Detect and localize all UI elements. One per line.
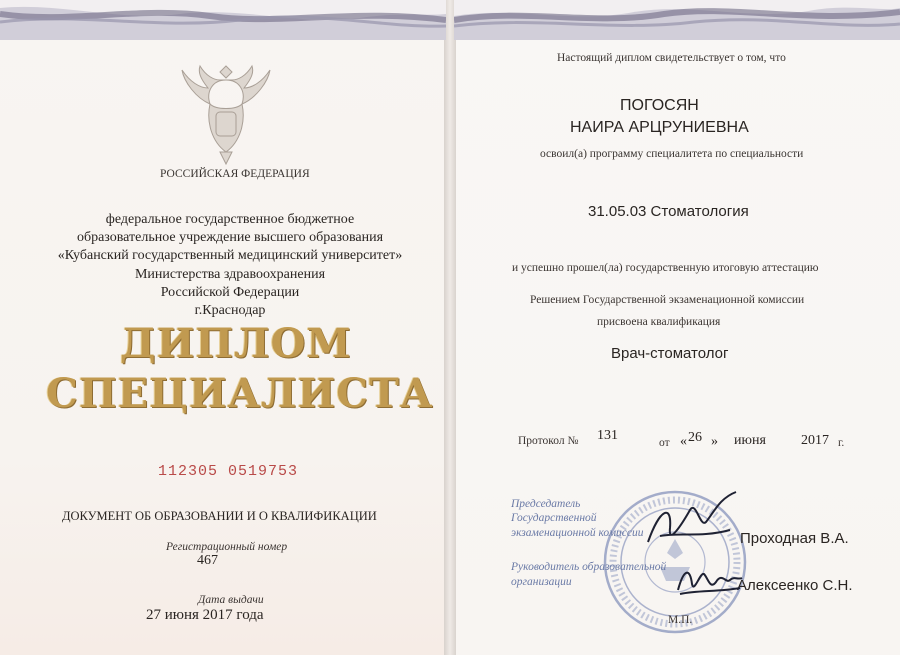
registration-label: Регистрационный номер [166,541,288,553]
graduate-given-names: НАИРА АРЦРУНИЕВНА [570,119,749,136]
protocol-day: 26 [688,430,702,445]
head-title-line1: Руководитель образовательной [511,561,667,573]
issue-date-label: Дата выдачи [198,594,264,606]
registration-number: 467 [197,553,218,568]
protocol-year: 2017 [801,433,829,448]
chair-title-line3: экзаменационной комиссии [511,527,644,539]
institution-line: федеральное государственное бюджетное [105,212,355,227]
institution-block [20,211,440,320]
head-signature-icon [674,560,744,600]
institution-line: г.Краснодар [194,303,266,319]
head-title-line2: организации [511,576,572,588]
institution-line: образовательное учреждение высшего образования [76,230,384,246]
protocol-number: 131 [597,428,618,443]
chair-title-line2: Государственной [511,512,597,524]
specialty: 31.05.03 Стоматология [588,203,749,220]
coat-of-arms-icon [176,58,276,168]
stamp-place-label: М.П. [668,614,693,626]
attestation-text: и успешно прошел(ла) государственную итоговую аттестацию [512,262,819,274]
intro-text: Настоящий диплом свидетельствует о том, что [557,52,786,64]
issue-date: 27 июня 2017 года [146,607,264,623]
protocol-label: Протокол № [518,435,579,447]
head-name: Алексеенко С.Н. [737,577,853,594]
date-quote-close: » [711,434,718,449]
graduate-surname: ПОГОСЯН [620,97,699,114]
page-fold [444,0,456,655]
decorative-band-left [0,0,446,40]
program-label: освоил(а) программу специалитета по специальности [540,148,804,160]
date-from-label: от [659,437,670,449]
institution-line: «Кубанский государственный медицинский университет» [57,248,403,264]
chair-name: Проходная В.А. [740,530,849,547]
country-label: РОССИЙСКАЯ ФЕДЕРАЦИЯ [160,168,310,180]
qualification: Врач-стоматолог [611,345,729,362]
decorative-band-right [454,0,900,40]
chair-title-line1: Председатель [511,498,581,510]
chair-signature-icon [640,488,750,558]
assigned-text: присвоена квалификация [597,316,721,328]
decision-text: Решением Государственной экзаменационной комиссии [530,294,805,306]
protocol-year-suffix: г. [838,437,845,449]
document-type: ДОКУМЕНТ ОБ ОБРАЗОВАНИИ И О КВАЛИФИКАЦИИ [62,509,377,523]
institution-line: Российской Федерации [160,284,300,300]
diploma-title-line1: ДИПЛОМ [120,320,352,367]
institution-line: Министерства здравоохранения [134,266,326,282]
diploma-serial-number: 112305 0519753 [158,463,299,480]
diploma-title-line2: СПЕЦИАЛИСТА [46,370,434,417]
protocol-month: июня [734,433,766,448]
date-quote-open: « [680,434,687,449]
